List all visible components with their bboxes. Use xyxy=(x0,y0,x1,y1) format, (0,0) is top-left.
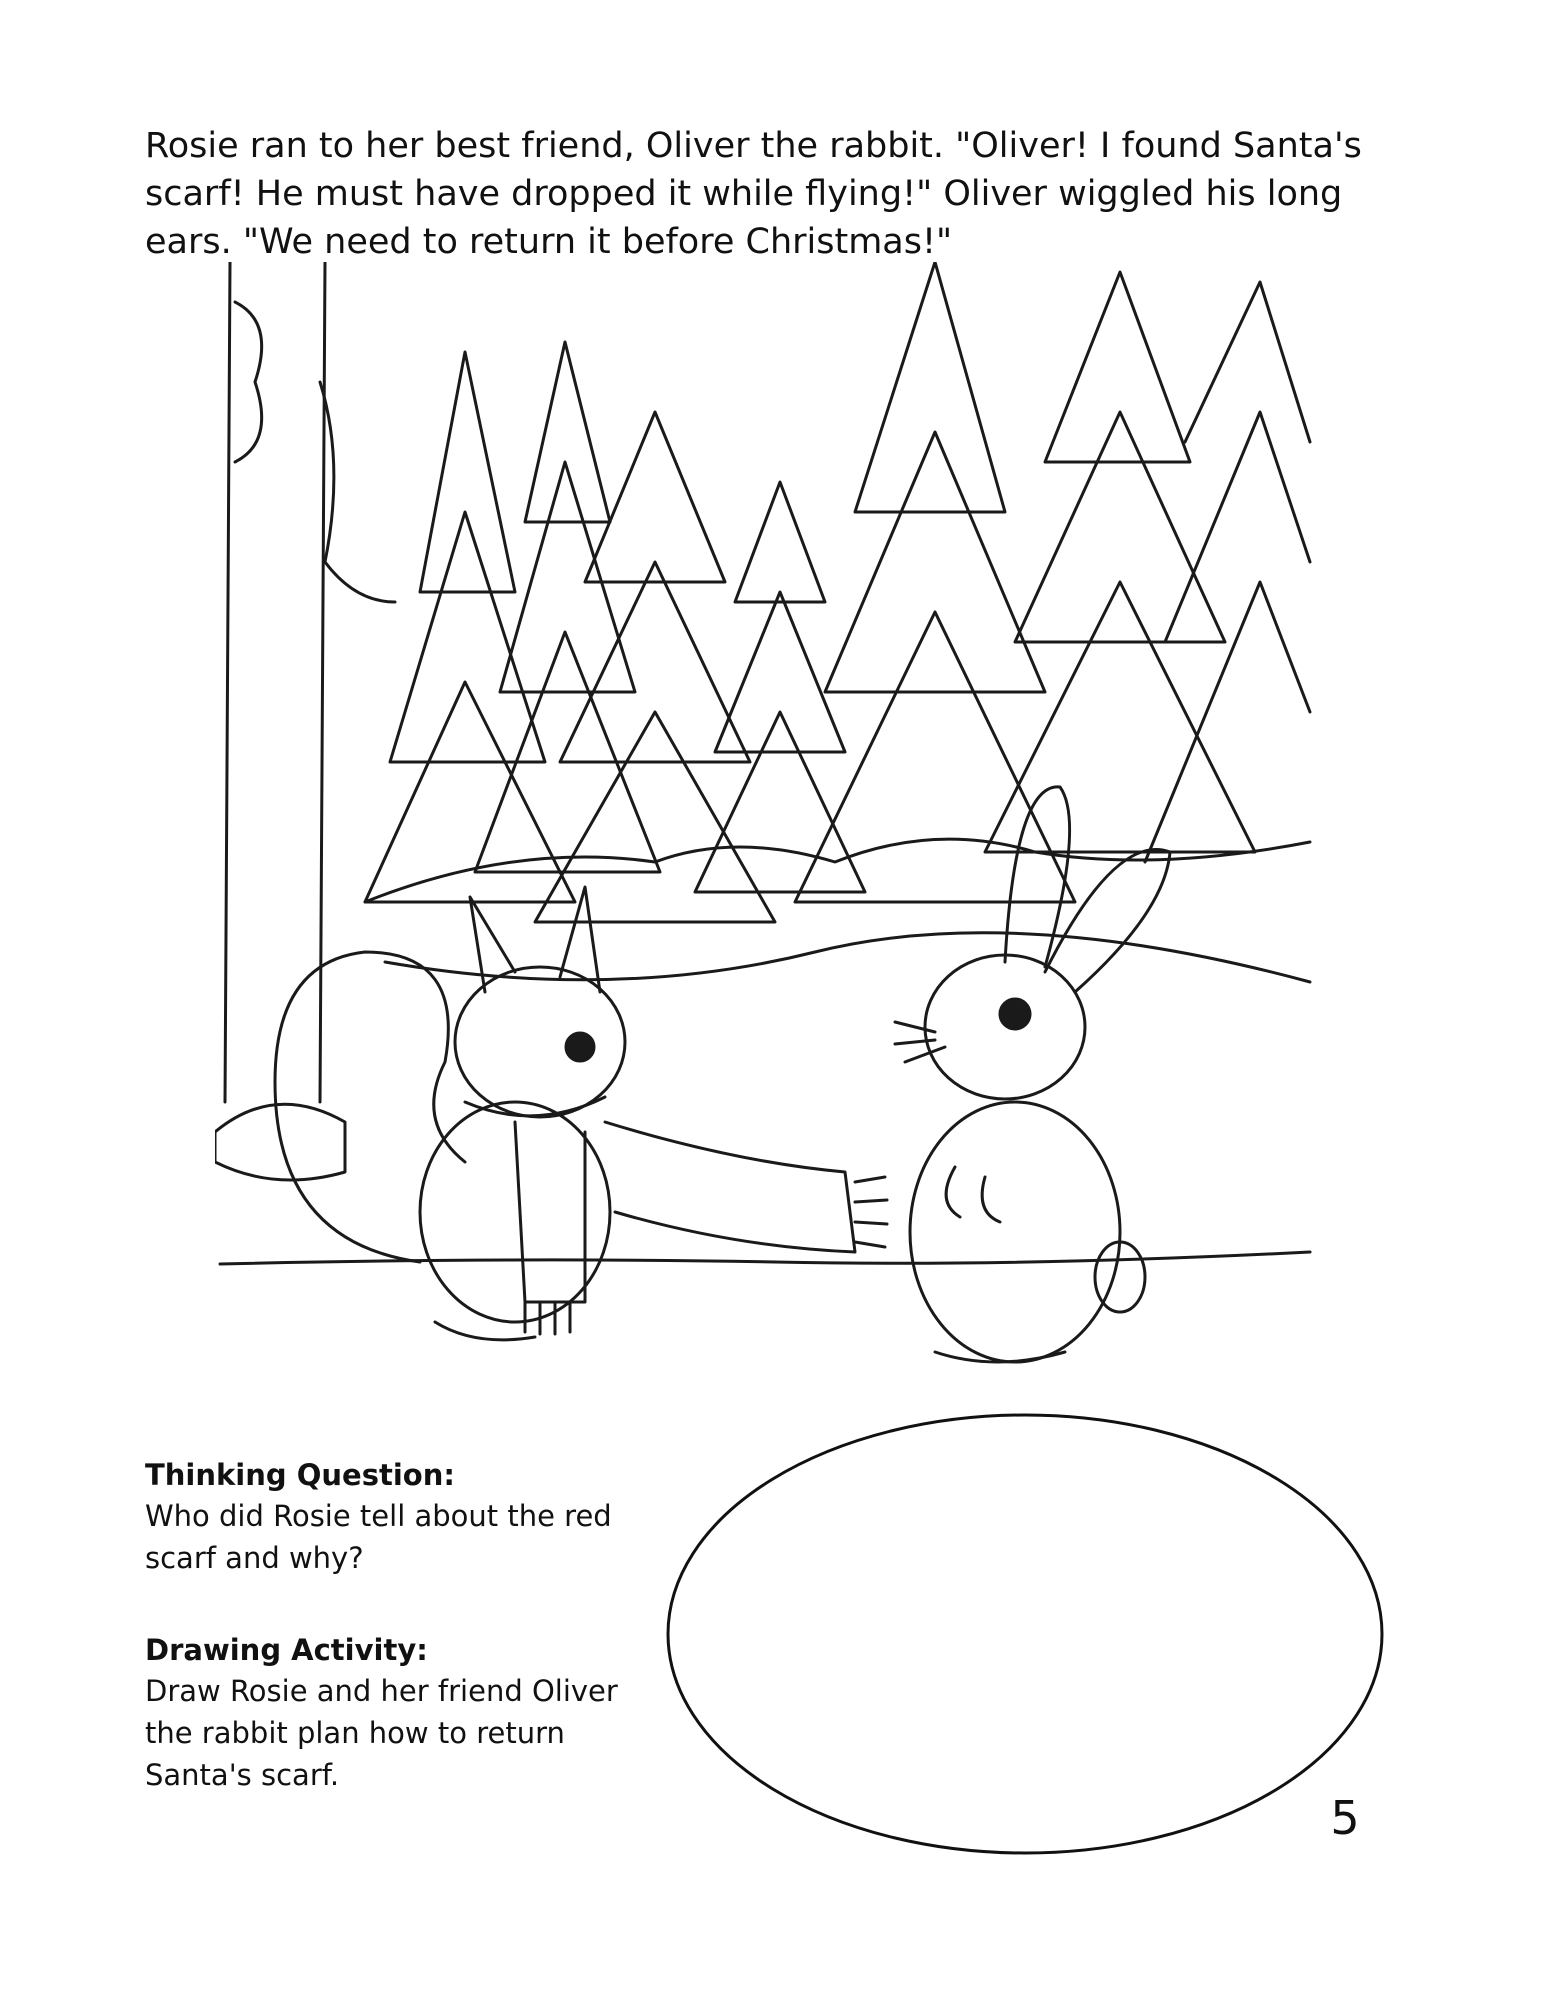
pine-tree-3 xyxy=(535,412,775,922)
rabbit-paws xyxy=(946,1167,1000,1222)
rabbit-feet xyxy=(935,1352,1065,1362)
pine-tree-4 xyxy=(695,482,865,892)
thinking-question-title: Thinking Question: xyxy=(145,1458,455,1492)
drawing-activity-title: Drawing Activity: xyxy=(145,1633,428,1667)
rabbit-whiskers xyxy=(895,1022,945,1062)
squirrel-feet xyxy=(435,1322,535,1340)
rabbit-ear-left xyxy=(1005,787,1070,967)
scarf xyxy=(465,1097,855,1302)
rabbit-eye xyxy=(1000,999,1030,1029)
pine-tree-6 xyxy=(985,272,1255,852)
rabbit-ear-right xyxy=(1045,850,1170,993)
tree-snow xyxy=(235,302,395,602)
rabbit-body xyxy=(910,1102,1120,1362)
forest-coloring-illustration xyxy=(215,262,1315,1402)
squirrel-rosie xyxy=(275,887,887,1340)
story-paragraph: Rosie ran to her best friend, Oliver the rabbit. "Oliver! I found Santa's scarf! He must have dropped it while flying!" Oliver wiggled his long ears. "We need to return it before Christmas!" xyxy=(145,126,1362,262)
drawing-area-oval xyxy=(665,1412,1385,1857)
path-line xyxy=(385,933,1310,982)
scarf-fringe xyxy=(525,1177,887,1334)
pine-tree-7 xyxy=(1145,282,1310,862)
page-number: 5 xyxy=(1330,1791,1360,1845)
thinking-question-text: Who did Rosie tell about the red scarf and why? xyxy=(145,1499,612,1575)
squirrel-eye xyxy=(566,1033,594,1061)
drawing-activity-text: Draw Rosie and her friend Oliver the rabbit plan how to return Santa's scarf. xyxy=(145,1674,618,1792)
rabbit-oliver xyxy=(895,787,1170,1362)
